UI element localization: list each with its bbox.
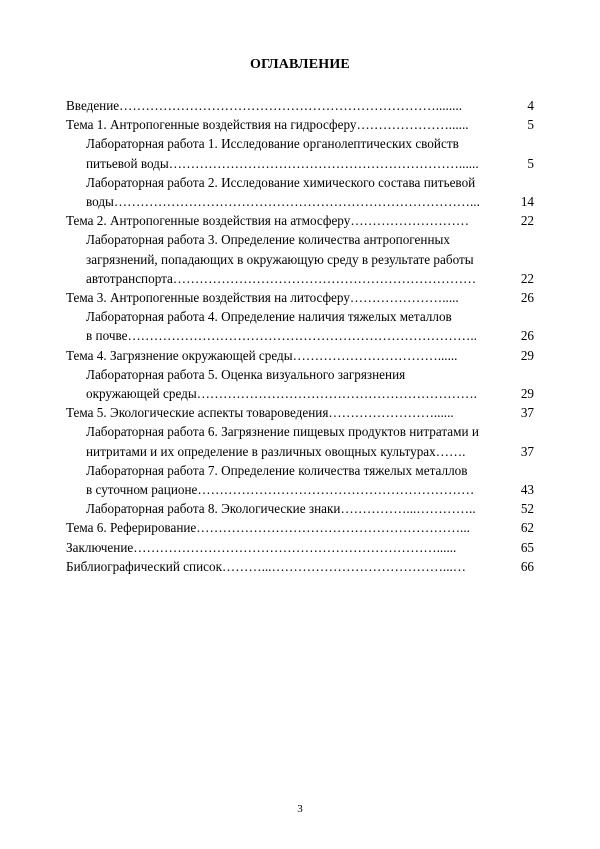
toc-entry-text: Лабораторная работа 6. Загрязнение пищевых продуктов нитратами и нитритами и их определение в различных овощных культурах……. [86,424,479,459]
toc-entry-text: Библиографический список………...…………………………………...… [66,558,466,574]
toc-entry-page: 37 [520,443,534,459]
toc-subentry [66,461,534,499]
toc-entry-page: 5 [527,155,534,171]
toc-entry-page: 4 [527,98,534,113]
toc-entry-page: 22 [520,213,534,229]
toc-entry-text: Тема 5. Экологические аспекты товароведения……………………...... [66,405,454,421]
toc-entry-page: 22 [520,270,534,286]
toc-entry-text: Лабораторная работа 2. Исследование химического состава питьевой воды………………………………………………………………………... [86,174,480,210]
toc-entry-page: 29 [520,386,534,402]
toc-entry-text: Лабораторная работа 8. Экологические знаки……………...………….. [86,501,476,517]
toc-entry-text: Лабораторная работа 5. Оценка визуального загрязнения окружающей среды………………………………………………………. [86,366,477,402]
page-number: 3 [297,803,303,815]
toc-entry-text: Тема 3. Антропогенные воздействия на литосферу…………………..... [66,290,459,306]
toc-entry-page: 26 [520,290,534,306]
toc-entry-page: 62 [520,520,534,536]
table-of-contents [66,96,534,576]
toc-entry-page: 43 [520,482,534,498]
toc-subentry [66,134,534,172]
toc-subentry [66,230,534,288]
toc-entry-text: Лабораторная работа 4. Определение наличия тяжелых металлов в почве…………………………………………………………………….. [86,309,477,344]
toc-entry-text: Тема 1. Антропогенные воздействия на гидросферу…………………...... [66,117,469,133]
toc-entry [66,211,534,230]
toc-entry-page: 66 [520,558,534,574]
toc-entry-page: 14 [520,194,534,210]
toc-entry-text: Тема 4. Загрязнение окружающей среды……………………………...... [66,347,458,363]
toc-entry-page: 29 [520,347,534,363]
toc-entry [66,346,534,365]
toc-entry-text: Лабораторная работа 3. Определение количества антропогенных загрязнений, попадающих в окружающую среду в результате работы автотранспорта…………………………………………………………… [86,232,477,286]
toc-entry [66,403,534,422]
toc-entry [66,96,534,115]
toc-entry-text: Тема 2. Антропогенные воздействия на атмосферу……………………… [66,213,470,229]
toc-entry-page: 52 [520,501,534,517]
toc-entry [66,557,534,576]
toc-entry [66,288,534,307]
toc-entry-page: 65 [520,539,534,555]
toc-subentry [66,422,534,460]
toc-entry-text: Тема 6. Реферирование……………………………………………………... [66,520,470,536]
toc-entry-text: Лабораторная работа 1. Исследование органолептических свойств питьевой воды…………………………………………………………...... [86,136,479,171]
page-title: ОГЛАВЛЕНИЕ [250,57,350,72]
toc-subentry [66,307,534,345]
toc-entry [66,115,534,134]
toc-entry [66,538,534,557]
toc-subentry [66,173,534,211]
toc-entry-text: Лабораторная работа 7. Определение количества тяжелых металлов в суточном рационе……………………………………………………… [86,462,475,498]
toc-subentry [66,499,534,518]
toc-subentry [66,365,534,403]
toc-entry-page: 26 [520,328,534,344]
toc-entry-text: Введение………………………………………………………………........ [66,98,463,113]
toc-entry-page: 5 [527,117,534,133]
toc-entry-text: Заключение……………………………………………………………...... [66,539,457,555]
toc-entry-page: 37 [520,405,534,421]
toc-entry [66,518,534,537]
